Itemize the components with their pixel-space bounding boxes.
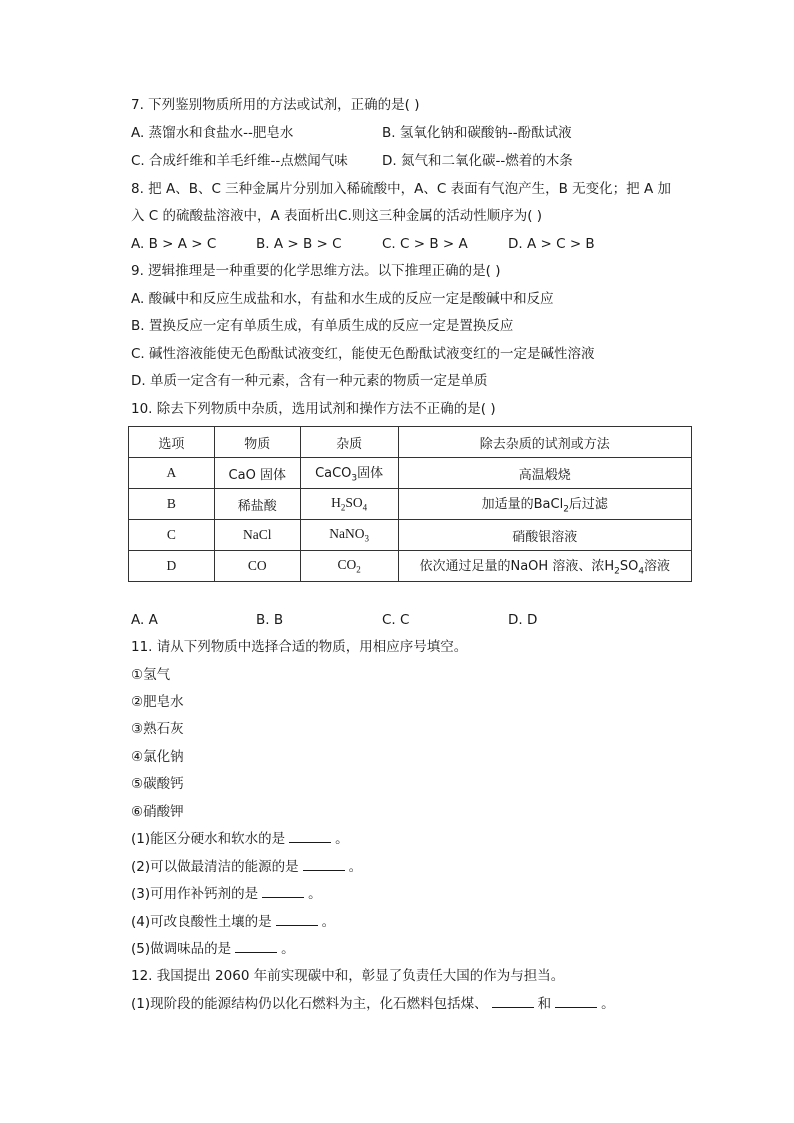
header-option: 选项 [129,427,215,458]
q10-option-b: B. B [256,612,284,628]
q9-option-c: C. 碱性溶液能使无色酚酞试液变红，能使无色酚酞试液变红的一定是碱性溶液 [131,346,595,362]
table-header-row [129,427,692,458]
table-row [129,551,692,582]
cell-substance: CaO 固体 [214,458,300,489]
cell-substance: 稀盐酸 [214,489,300,520]
cell-impurity: NaNO$_3$ [300,520,398,551]
q8-stem-line2: 入 C 的硫酸盐溶液中，A 表面析出C.则这三种金属的活动性顺序为( ) [131,208,543,224]
table-row [129,489,692,520]
q9-option-d: D. 单质一定含有一种元素，含有一种元素的物质一定是单质 [131,373,488,389]
cell-method: 硝酸银溶液 [398,520,691,551]
cell-option: C [129,520,215,551]
q11-stem: 11. 请从下列物质中选择合适的物质，用相应序号填空。 [131,639,468,655]
q9-stem: 9. 逻辑推理是一种重要的化学思维方法。以下推理正确的是( ) [131,263,501,279]
answer-blank[interactable] [276,913,318,926]
header-method: 除去杂质的试剂或方法 [398,427,691,458]
q10-option-d: D. D [508,612,538,628]
q11-item-6: ⑥硝酸钾 [131,804,184,820]
cell-impurity: $H_2SO_4$ [300,489,398,520]
header-impurity: 杂质 [300,427,398,458]
q11-sub-4: (4)可改良酸性土壤的是 。 [131,914,336,930]
answer-blank[interactable] [262,885,304,898]
answer-blank[interactable] [289,830,331,843]
q11-item-2: ②肥皂水 [131,694,184,710]
q8-option-a: A. B > A > C [131,236,217,252]
cell-option: B [129,489,215,520]
cell-substance: NaCl [214,520,300,551]
q7-option-d: D. 氮气和二氧化碳--燃着的木条 [382,153,573,169]
q11-sub-1: (1)能区分硬水和软水的是 。 [131,831,349,847]
q9-option-b: B. 置换反应一定有单质生成，有单质生成的反应一定是置换反应 [131,318,514,334]
q11-item-4: ④氯化钠 [131,749,184,765]
q7-stem: 7. 下列鉴别物质所用的方法或试剂，正确的是( ) [131,97,420,113]
cell-option: A [129,458,215,489]
q11-sub-5: (5)做调味品的是 。 [131,941,295,957]
q7-option-b: B. 氢氧化钠和碳酸钠--酚酞试液 [382,125,572,141]
q8-stem-line1: 8. 把 A、B、C 三种金属片分别加入稀硫酸中，A、C 表面有气泡产生，B 无变化；把 A 加 [131,181,671,197]
q7-option-a: A. 蒸馏水和食盐水--肥皂水 [131,125,294,141]
cell-impurity: CaCO$_3$固体 [300,458,398,489]
answer-blank[interactable] [492,995,534,1008]
q8-option-b: B. A > B > C [256,236,342,252]
q10-stem: 10. 除去下列物质中杂质，选用试剂和操作方法不正确的是( ) [131,401,496,417]
answer-blank[interactable] [303,858,345,871]
q11-sub-3: (3)可用作补钙剂的是 。 [131,886,322,902]
cell-substance: CO [214,551,300,582]
table-row [129,520,692,551]
cell-method: 加适量的BaCl$_2$后过滤 [398,489,691,520]
table-row [129,458,692,489]
q11-item-5: ⑤碳酸钙 [131,776,184,792]
header-substance: 物质 [214,427,300,458]
q10-option-c: C. C [382,612,410,628]
q9-option-a: A. 酸碱中和反应生成盐和水，有盐和水生成的反应一定是酸碱中和反应 [131,291,554,307]
q12-sub-1: (1)现阶段的能源结构仍以化石燃料为主，化石燃料包括煤、 和 。 [131,996,615,1012]
q11-sub-2: (2)可以做最清洁的能源的是 。 [131,859,363,875]
q8-option-d: D. A > C > B [508,236,595,252]
q12-stem: 12. 我国提出 2060 年前实现碳中和，彰显了负责任大国的作为与担当。 [131,968,565,984]
q10-table [128,426,692,582]
cell-option: D [129,551,215,582]
cell-method: 高温煅烧 [398,458,691,489]
cell-impurity: $CO_2$ [300,551,398,582]
q7-option-c: C. 合成纤维和羊毛纤维--点燃闻气味 [131,153,348,169]
answer-blank[interactable] [555,995,597,1008]
answer-blank[interactable] [235,940,277,953]
cell-method: 依次通过足量的NaOH 溶液、浓$H_2SO_4$溶液 [398,551,691,582]
q8-option-c: C. C > B > A [382,236,468,252]
q11-item-3: ③熟石灰 [131,721,184,737]
q11-item-1: ①氢气 [131,667,171,683]
q10-option-a: A. A [131,612,158,628]
